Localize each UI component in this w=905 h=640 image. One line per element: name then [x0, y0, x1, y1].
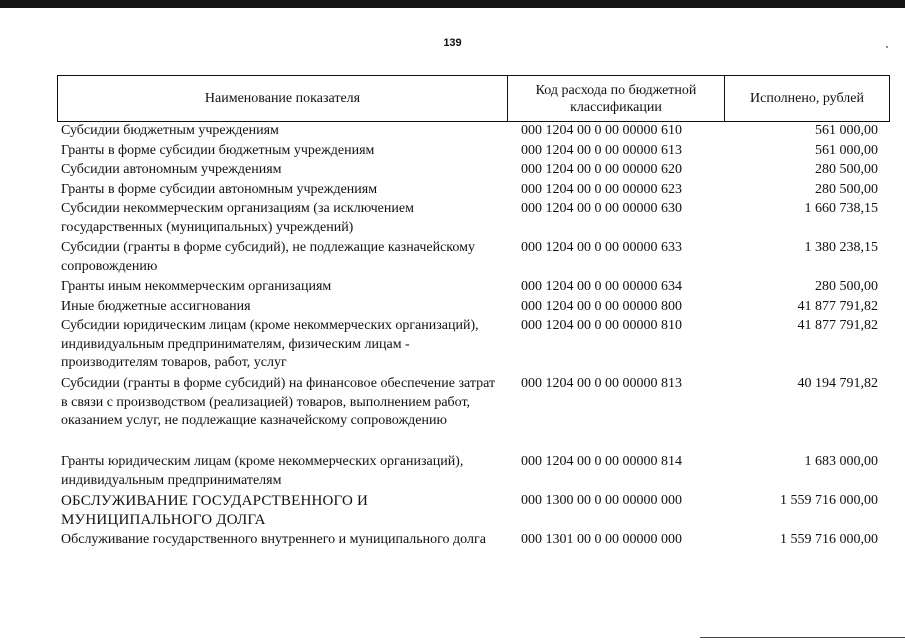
table-row	[0, 298, 905, 318]
row-code: 000 1204 00 0 00 00000 813	[521, 376, 682, 391]
row-code: 000 1204 00 0 00 00000 633	[521, 240, 682, 255]
row-name: Субсидии (гранты в форме субсидий), не подлежащие казначейскому сопровождению	[61, 240, 475, 274]
table-row	[0, 239, 905, 278]
row-value: 41 877 791,82	[797, 298, 878, 314]
row-name: ОБСЛУЖИВАНИЕ ГОСУДАРСТВЕННОГО И МУНИЦИПАЛЬНОГО ДОЛГА	[61, 493, 369, 528]
page-number: 139	[443, 37, 462, 49]
row-name: Гранты юридическим лицам (кроме некоммерческих организаций), индивидуальным предпринимателям	[61, 454, 464, 488]
row-name: Гранты в форме субсидии автономным учреждениям	[61, 181, 378, 197]
row-value: 561 000,00	[815, 142, 878, 158]
row-value: 280 500,00	[815, 181, 878, 197]
table-row	[0, 142, 905, 162]
row-name: Субсидии некоммерческим организациям (за исключением государственных (муниципальных) учреждений)	[61, 201, 414, 235]
table-header	[57, 75, 890, 122]
top-border-bar	[0, 0, 905, 8]
row-value: 280 500,00	[815, 279, 878, 294]
row-code: 000 1204 00 0 00 00000 810	[521, 318, 682, 333]
row-value: 561 000,00	[815, 123, 878, 138]
row-value: 1 559 716 000,00	[780, 532, 878, 547]
row-name: Субсидии (гранты в форме субсидий) на финансовое обеспечение затрат в связи с производством (реализацией) товаров, выполнением работ, оказанием услуг, не подлежащие казначейскому сопровождению	[61, 376, 496, 428]
row-value: 1 380 238,15	[804, 240, 878, 255]
row-name: Субсидии юридическим лицам (кроме некоммерческих организаций), индивидуальным предпринимателям, физическим лицам - производителям товаров, работ, услуг	[61, 318, 479, 370]
row-name: Гранты иным некоммерческим организациям	[61, 279, 332, 294]
row-value: 280 500,00	[815, 162, 878, 177]
row-code: 000 1204 00 0 00 00000 610	[521, 123, 682, 138]
row-code: 000 1204 00 0 00 00000 800	[521, 298, 682, 314]
table-row	[0, 181, 905, 201]
table-row	[0, 317, 905, 375]
table-row	[0, 492, 905, 531]
bottom-rule	[700, 637, 905, 638]
row-code: 000 1204 00 0 00 00000 620	[521, 162, 682, 177]
table-row	[0, 200, 905, 239]
row-code: 000 1204 00 0 00 00000 613	[521, 142, 682, 158]
row-name: Субсидии бюджетным учреждениям	[61, 123, 279, 138]
row-code: 000 1204 00 0 00 00000 814	[521, 454, 682, 469]
header-value-column: Исполнено, рублей	[750, 91, 864, 106]
row-code: 000 1204 00 0 00 00000 623	[521, 181, 682, 197]
header-name-column: Наименование показателя	[58, 76, 508, 121]
row-name: Гранты в форме субсидии бюджетным учреждениям	[61, 142, 375, 158]
row-name: Субсидии автономным учреждениям	[61, 162, 282, 177]
row-code: 000 1300 00 0 00 00000 000	[521, 493, 682, 508]
row-value: 1 660 738,15	[804, 201, 878, 216]
table-row	[0, 161, 905, 181]
row-code: 000 1301 00 0 00 00000 000	[521, 532, 682, 547]
table-row	[0, 453, 905, 492]
row-value: 1 559 716 000,00	[780, 493, 878, 508]
table-row	[0, 531, 905, 570]
row-code: 000 1204 00 0 00 00000 630	[521, 201, 682, 216]
table-body	[0, 122, 905, 570]
table-row	[0, 278, 905, 298]
row-value: 41 877 791,82	[797, 318, 878, 333]
header-code-column: Код расхода по бюджетной классификации	[508, 76, 725, 121]
row-name: Обслуживание государственного внутреннего и муниципального долга	[61, 532, 486, 547]
row-name: Иные бюджетные ассигнования	[61, 298, 251, 314]
row-value: 1 683 000,00	[804, 454, 878, 469]
row-value: 40 194 791,82	[797, 376, 878, 391]
table-row	[0, 375, 905, 453]
table-row	[0, 122, 905, 142]
row-code: 000 1204 00 0 00 00000 634	[521, 279, 682, 294]
